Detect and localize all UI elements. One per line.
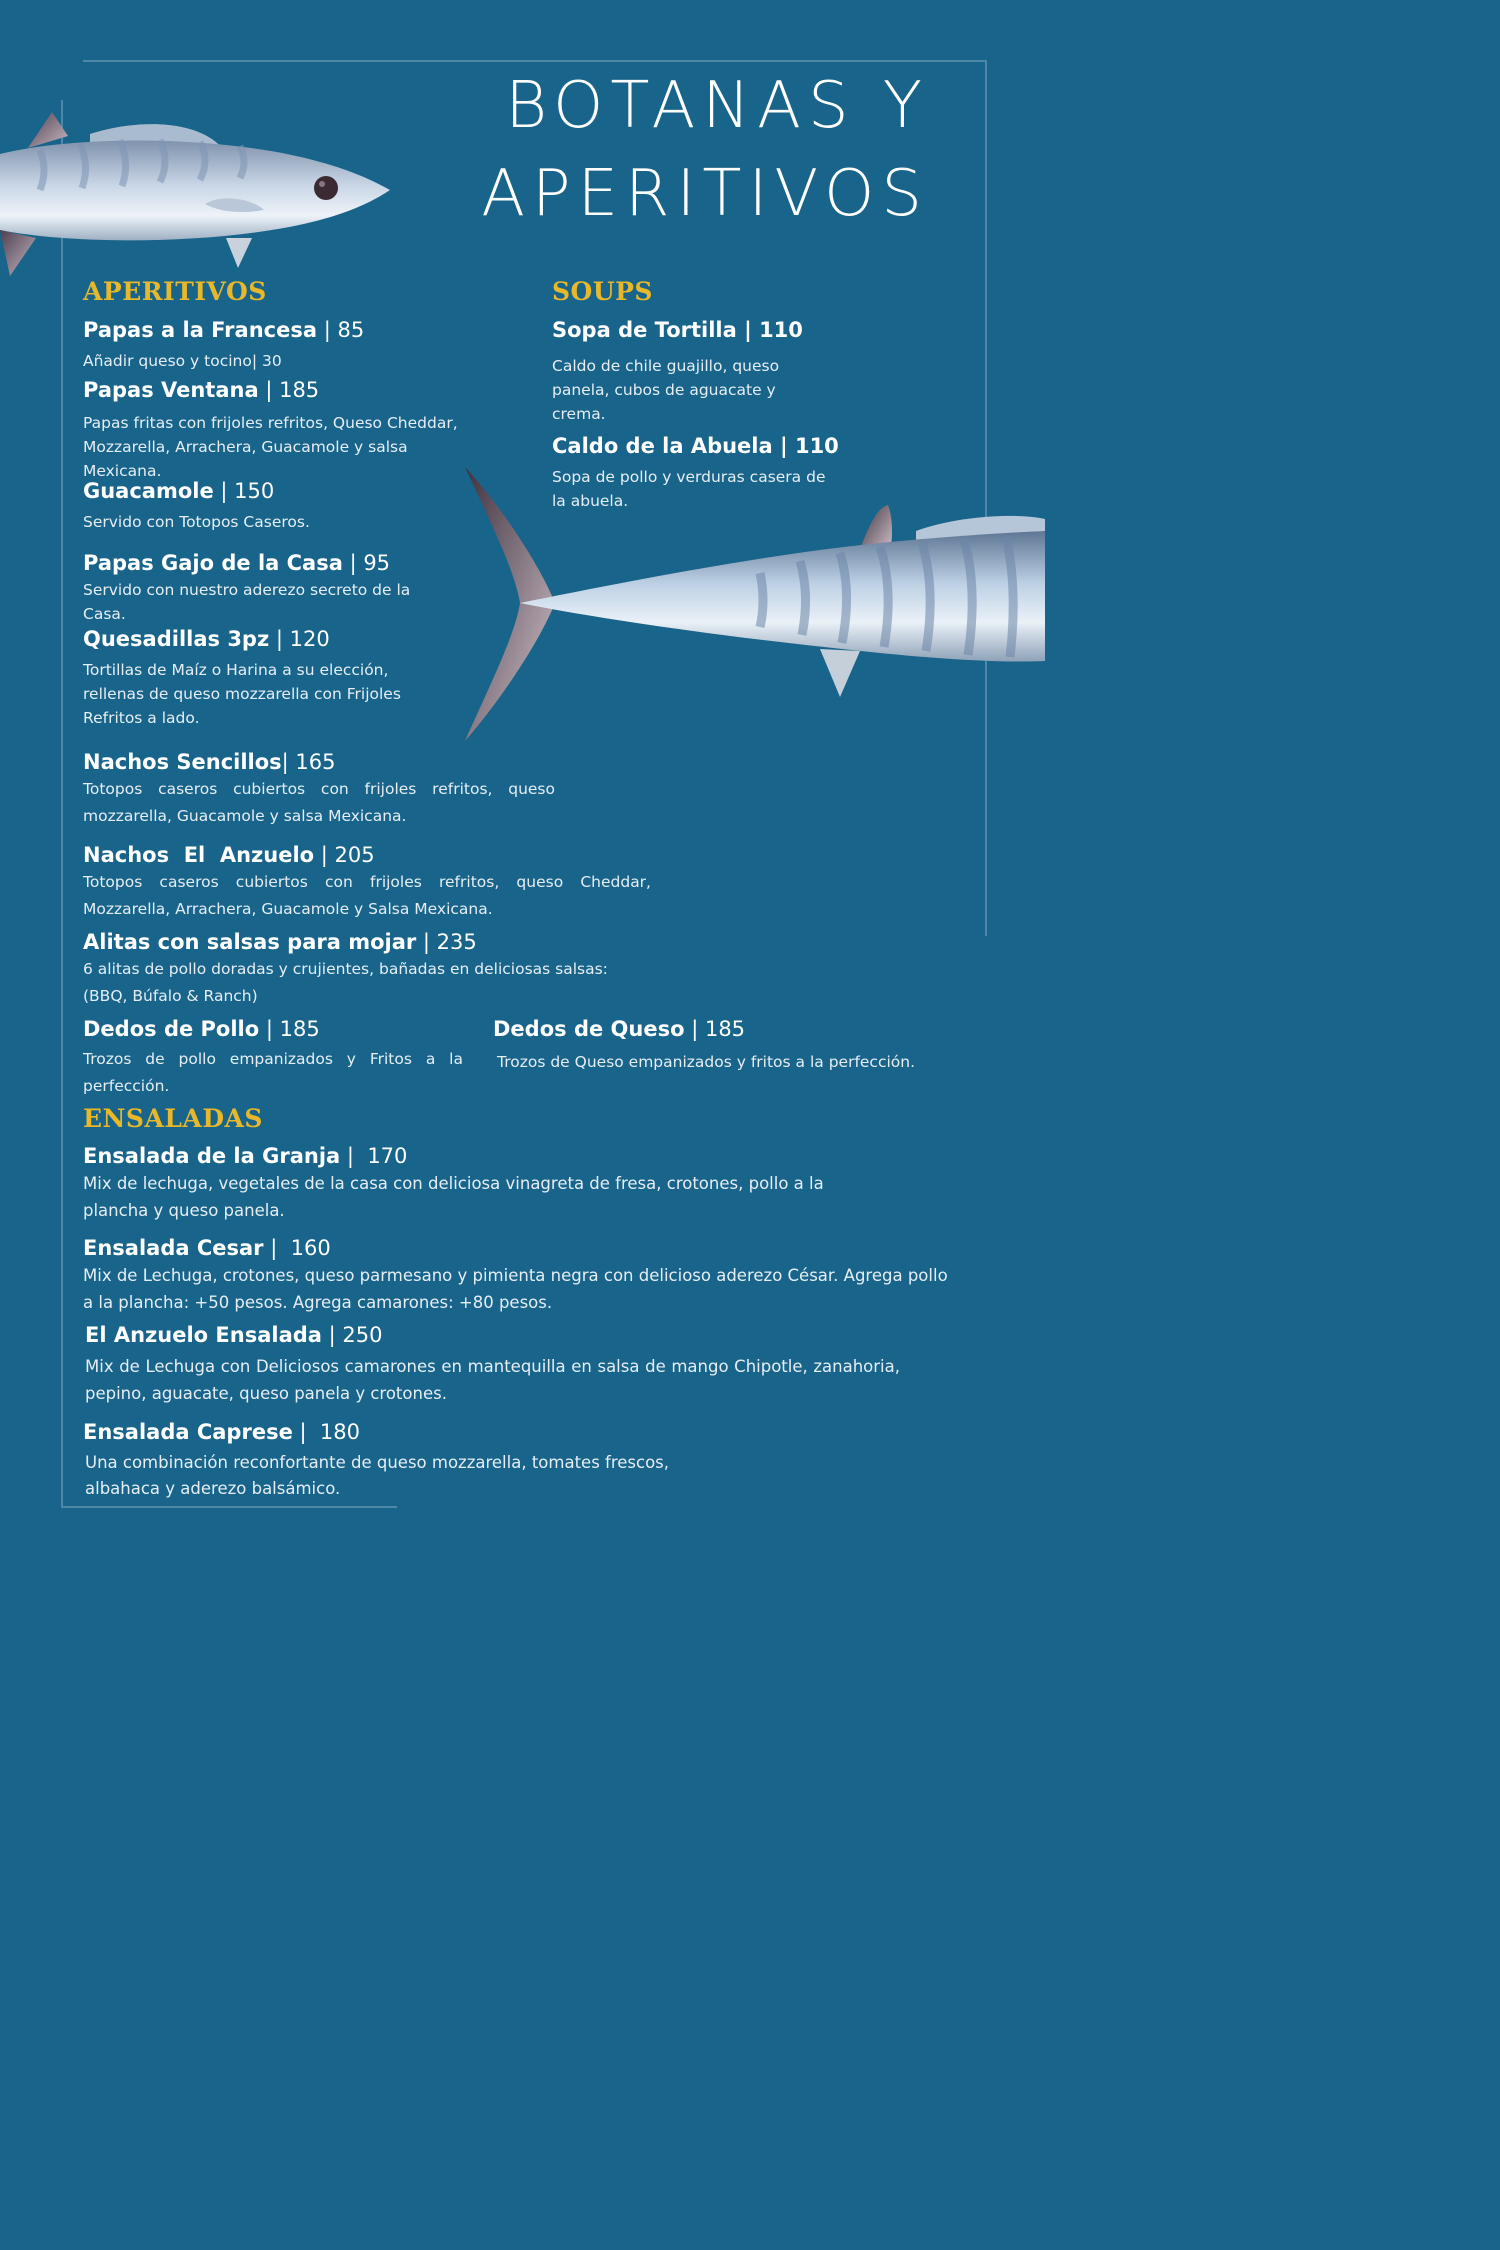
menu-item-name: Ensalada de la Granja | 170 <box>83 1144 408 1168</box>
menu-item-description: Totopos caseros cubiertos con frijoles refritos, queso Cheddar, Mozzarella, Arrachera, Guacamole y Salsa Mexicana. <box>83 873 651 918</box>
section-heading-soups: SOUPS <box>552 277 653 306</box>
menu-item-name: Papas Gajo de la Casa | 95 <box>83 551 391 575</box>
menu-item-description: Tortillas de Maíz o Harina a su elección, rellenas de queso mozzarella con Frijoles Refritos a lado. <box>83 661 401 727</box>
menu-item-name: Guacamole | 150 <box>83 479 275 503</box>
menu-item-name: Papas Ventana | 185 <box>83 378 320 402</box>
menu-item-name: Sopa de Tortilla | 110 <box>552 318 803 342</box>
menu-item-name: Ensalada Cesar | 160 <box>83 1236 331 1260</box>
section-heading-ensaladas: ENSALADAS <box>83 1104 263 1133</box>
page-title-line1: BOTANAS Y <box>505 69 929 143</box>
frame-line-top <box>83 60 987 62</box>
menu-item-description: Trozos de Queso empanizados y fritos a la perfección. <box>497 1053 916 1071</box>
page-title-line2: APERITIVOS <box>481 157 929 231</box>
menu-item-name: Alitas con salsas para mojar | 235 <box>83 930 477 954</box>
menu-item-name: Caldo de la Abuela | 110 <box>552 434 839 458</box>
menu-item-description: Una combinación reconfortante de queso mozzarella, tomates frescos, albahaca y aderezo balsámico. <box>85 1453 670 1498</box>
menu-item-description: Servido con Totopos Caseros. <box>83 513 310 531</box>
menu-item-name: Ensalada Caprese | 180 <box>83 1420 361 1444</box>
menu-item-name: Papas a la Francesa | 85 <box>83 318 365 342</box>
menu-item-description: Papas fritas con frijoles refritos, Queso Cheddar, Mozzarella, Arrachera, Guacamole y salsa Mexicana. <box>83 414 458 480</box>
menu-item-description: Servido con nuestro aderezo secreto de la Casa. <box>83 581 411 623</box>
menu-item-description: Añadir queso y tocino| 30 <box>83 352 282 370</box>
menu-item-description: Mix de lechuga, vegetales de la casa con deliciosa vinagreta de fresa, crotones, pollo a la plancha y queso panela. <box>83 1174 824 1220</box>
menu-item-description: Trozos de pollo empanizados y Fritos a la perfección. <box>83 1050 463 1095</box>
menu-item-name: Dedos de Queso | 185 <box>493 1017 746 1041</box>
menu-item-name: Quesadillas 3pz | 120 <box>83 627 330 651</box>
menu-item-description: 6 alitas de pollo doradas y crujientes, bañadas en deliciosas salsas: (BBQ, Búfalo & Ranch) <box>83 960 608 1005</box>
menu-item-description: Caldo de chile guajillo, queso panela, cubos de aguacate y crema. <box>552 357 780 423</box>
menu-item-name: Dedos de Pollo | 185 <box>83 1017 320 1041</box>
section-heading-aperitivos: APERITIVOS <box>83 277 267 306</box>
menu-item-description: Mix de Lechuga con Deliciosos camarones en mantequilla en salsa de mango Chipotle, zanahoria, pepino, aguacate, queso panela y crotones. <box>85 1357 900 1403</box>
menu-item-description: Sopa de pollo y verduras casera de la abuela. <box>552 468 826 510</box>
menu-item-name: El Anzuelo Ensalada | 250 <box>85 1323 383 1347</box>
mackerel-fish-icon <box>0 110 395 280</box>
menu-item-name: Nachos Sencillos| 165 <box>83 750 336 774</box>
menu-item-description: Mix de Lechuga, crotones, queso parmesano y pimienta negra con delicioso aderezo César. Agrega pollo a la plancha: +50 pesos. Agrega camarones: +80 pesos. <box>83 1266 948 1312</box>
frame-line-left <box>61 100 63 1508</box>
menu-item-name: Nachos El Anzuelo | 205 <box>83 843 375 867</box>
frame-line-bottom <box>61 1506 397 1508</box>
menu-item-description: Totopos caseros cubiertos con frijoles refritos, queso mozzarella, Guacamole y salsa Mexicana. <box>83 780 555 825</box>
